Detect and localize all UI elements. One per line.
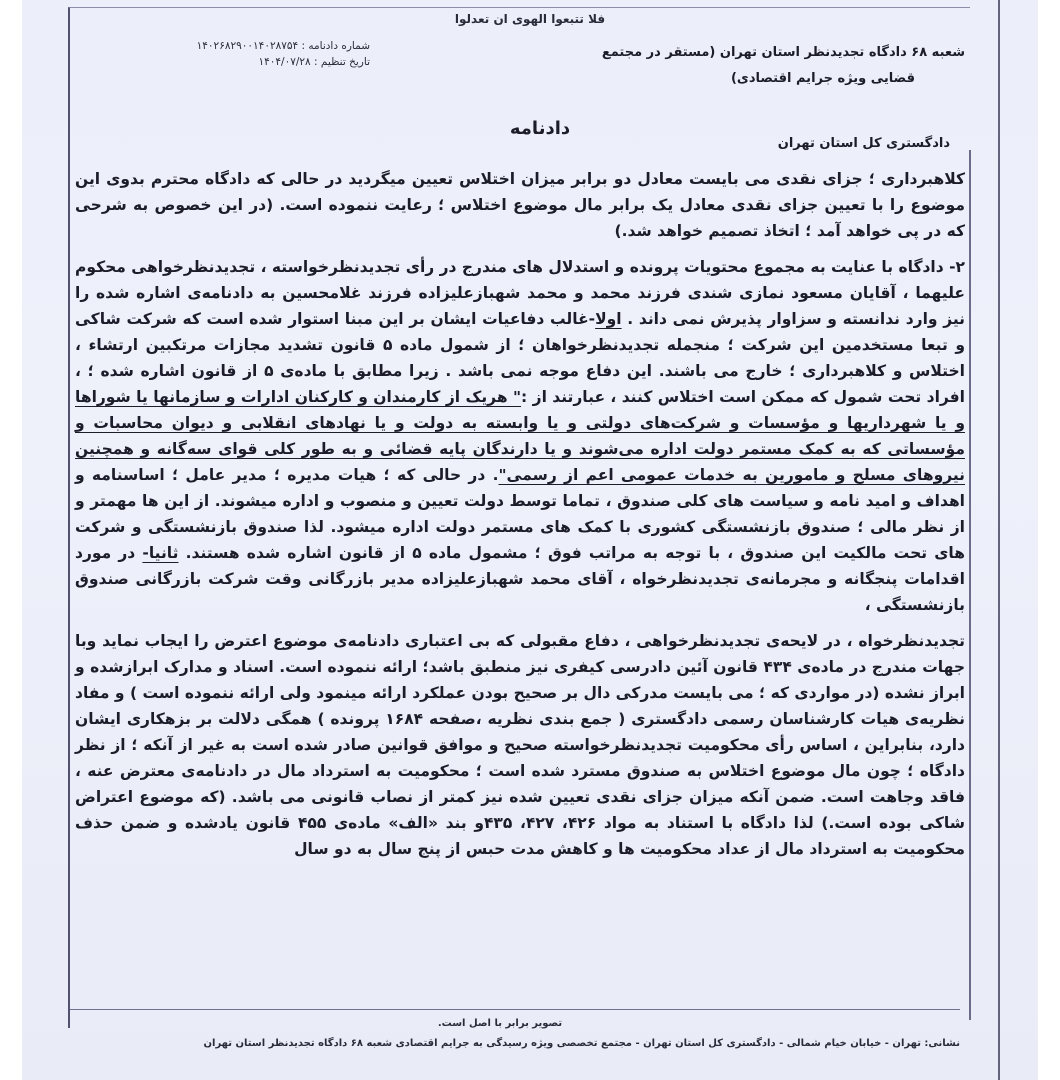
- verdict-meta: [90, 38, 370, 70]
- body-paragraph-3: [75, 628, 965, 862]
- court-branch-line2: قضایی ویژه جرایم اقتصادی): [730, 71, 915, 86]
- text-segment: -غالب دفاعیات ایشان بر این مبنا استوار شده است که شرکت شاکی و تبعا مستخدمین این شرکت ؛ منجمله تجدیدنظرخواهان ؛ از شمول ماده ۵ قانون تشدید مجازات مرتکبین ارتشاء ، اختلاس و کلاهبرداری ؛ خارج می باشند. این دفاع موجه نمی باشد . زیرا مطابق با ماده‌ی ۵ از قانون اشاره شده ؛ ، افراد تحت شمول که ممکن است اختلاس کنند ، عبارتند از :: [75, 310, 965, 406]
- page-edge-line: [998, 0, 1000, 1080]
- footer-address: نشانی: تهران - خیابان خیام شمالی - دادگستری کل استان تهران - مجتمع تخصصی ویژه رسیدگی به جرایم اقتصادی شعبه ۶۸ دادگاه تجدیدنظر استان تهران: [203, 1038, 960, 1049]
- issue-date-row: [90, 54, 370, 70]
- text-segment: کلاهبرداری ؛ جزای نقدی می بایست معادل دو برابر میزان اختلاس تعیین میگردید در حالی که دادگاه محترم بدوی این موضوع را با تعیین جزای نقدی معادل یک برابر مال موضوع اختلاس ؛ رعایت ننموده است. (در این خصوص به شرحی که در پی خواهد آمد ؛ اتخاذ تصمیم خواهد شد.): [75, 170, 965, 240]
- text-segment: تجدیدنظرخواه ، در لایحه‌ی تجدیدنظرخواهی ، دفاع مقبولی که بی اعتباری دادنامه‌ی موضوع اعترض را ایجاب نماید وبا جهات مندرج در ماده‌ی ۴۳۴ قانون آئین دادرسی کیفری نیز منطبق باشد؛ ارائه ننموده است. اسناد و مدارک ابرازشده و ابراز نشده (در مواردی که ؛ می بایست مدرکی دال بر صحیح بودن عملکرد ارائه مینمود ولی ارائه ننموده است ) و مفاد نظریه‌ی هیات کارشناسان رسمی دادگستری ( جمع بندی نظریه ،صفحه ۱۶۸۴ پرونده ) همگی دلالت بر بزهکاری ایشان دارد، بنابراین ، اساس رأی محکومیت تجدیدنظرخواسته صحیح و موافق قوانین صادر شده است به غیر از آنکه ؛ از نظر دادگاه ؛ چون مال موضوع اختلاس به صندوق مسترد شده است ؛ محکومیت به استرداد مال در دادنامه‌ی معترض عنه ، فاقد وجاهت است. ضمن آنکه میزان جزای نقدی تعیین شده نیز کمتر از نصاب قانونی می باشد. (که موضوع اعتراض شاکی بوده است.) لذا دادگاه با استناد به مواد ۴۲۶، ۴۲۷، ۴۳۵و بند «الف» ماده‌ی ۴۵۵ قانون یادشده و ضمن حذف محکومیت به استرداد مال از عداد محکومیت ها و کاهش مدت حبس از پنج سال به دو سال: [75, 632, 965, 858]
- underlined-segment: ثانیا-: [142, 544, 179, 562]
- verdict-number-row: [90, 38, 370, 54]
- underlined-segment: اولا: [595, 310, 622, 328]
- verdict-number-label: شماره دادنامه :: [301, 40, 370, 52]
- document-title: دادنامه: [509, 118, 571, 139]
- copy-certification: تصویر برابر با اصل است.: [437, 1018, 563, 1029]
- issue-date: ۱۴۰۴/۰۷/۲۸: [258, 56, 311, 68]
- court-branch-title: [400, 40, 965, 92]
- header-motto: فلا تتبعوا الهوی ان تعدلوا: [454, 12, 606, 26]
- document-frame-right: [969, 150, 971, 1020]
- quoted-law-segment: " هریک از کارمندان و کارکنان ادارات و سازمانها یا شوراها و یا شهرداریها و مؤسسات و شرکت‌های دولتی و یا وابسته به دولت و یا نهادهای انقلابی و دیوان محاسبات و مؤسساتی که به کمک مستمر دولت اداره می‌شوند و یا دارندگان پایه قضائی و به طور کلی قوای سه‌گانه و همچنین نیروهای مسلح و مامورین به خدمات عمومی اعم از رسمی": [75, 388, 965, 484]
- verdict-body: [75, 166, 965, 862]
- judiciary-name: دادگستری کل استان تهران: [777, 136, 950, 151]
- text-segment: در مورد اقدامات پنجگانه و مجرمانه‌ی تجدیدنظرخواه ، آقای محمد شهبازعلیزاده مدیر بازرگانی وقت شرکت بازرگانی صندوق بازنشستگی ،: [75, 544, 965, 614]
- issue-date-label: تاریخ تنظیم :: [314, 56, 370, 68]
- court-branch-line1: شعبه ۶۸ دادگاه تجدیدنظر استان تهران (مستقر در مجتمع: [601, 45, 965, 60]
- text-segment: ۲- دادگاه با عنایت به مجموع محتویات پرونده و استدلال های مندرج در رأی تجدیدنظرخواسته ، تجدیدنظرخواهی محکوم علیهما ، آقایان مسعود نمازی شندی فرزند محمد و محمد شهبازعلیزاده فرزند غلامحسین به دادنامه‌ی اشاره شده را نیز وارد ندانسته و سزاوار پذیرش نمی داند .: [75, 258, 965, 328]
- footer-divider: [70, 1009, 960, 1010]
- verdict-number: ۱۴۰۲۶۸۲۹۰۰۱۴۰۲۸۷۵۴: [196, 40, 299, 52]
- body-paragraph-2: [75, 254, 965, 618]
- body-paragraph-1: [75, 166, 965, 244]
- text-segment: . در حالی که ؛ هیات مدیره ؛ مدیر عامل ؛ اساسنامه و اهداف و امید نامه و سیاست های کلی صندوق ، تماما توسط دولت تعیین و منصوب و اداره میشوند. از این ها مهمتر و از نظر مالی ؛ صندوق بازنشستگی کشوری با کمک های مستمر دولت اداره میشود. لذا صندوق بازنشستگی و شرکت های تحت مالکیت این صندوق ، با توجه به مراتب فوق ؛ مشمول ماده ۵ از قانون اشاره شده هستند.: [75, 466, 965, 562]
